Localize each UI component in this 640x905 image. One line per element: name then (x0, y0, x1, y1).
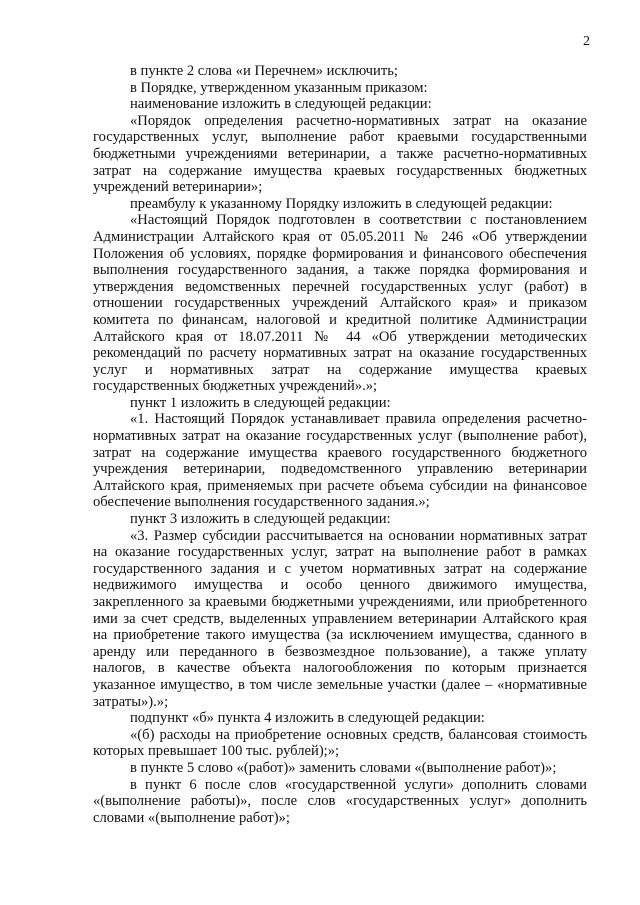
paragraph: наименование изложить в следующей редакции: (130, 96, 432, 113)
paragraph: «(б) расходы на приобретение основных средств, балансовая стоимость которых превышает 100 тыс. рублей);»; (93, 726, 587, 760)
paragraph: подпункт «б» пункта 4 изложить в следующей редакции: (130, 710, 485, 727)
paragraph: в Порядке, утвержденном указанным приказом: (130, 79, 428, 96)
document-body (93, 63, 587, 826)
page-number: 2 (583, 34, 590, 49)
paragraph: пункт 1 изложить в следующей редакции: (130, 394, 391, 411)
paragraph: пункт 3 изложить в следующей редакции: (130, 511, 391, 528)
paragraph: в пункт 6 после слов «государственной услуги» дополнить словами «(выполнение работы)», после слов «государственных услуг» дополнить словами «(выполнение работ)»; (93, 776, 587, 826)
paragraph: «Настоящий Порядок подготовлен в соответствии с постановлением Администрации Алтайского края от 05.05.2011 № 246 «Об утверждении Положения об условиях, порядке формирования и финансового обеспечения выполнения государственного задания, а также порядка формирования и утверждения ведомственных перечней государственных услуг (работ) в отношении государственных учреждений Алтайского края» и приказом комитета по финансам, налоговой и кредитной политике Администрации Алтайского края от 18.07.2011 № 44 «Об утверждении методических рекомендаций по расчету нормативных затрат на оказание государственных услуг и нормативных затрат на содержание имущества краевых государственных бюджетных учреждений».»; (93, 212, 587, 395)
paragraph: в пункте 2 слова «и Перечнем» исключить; (130, 63, 398, 79)
paragraph: «Порядок определения расчетно-нормативных затрат на оказание государственных услуг, выполнение работ краевыми государственными бюджетными учреждениями ветеринарии, а также расчетно-нормативных затрат на содержание имущества краевых государственных бюджетных учреждений ветеринарии»; (93, 112, 587, 196)
paragraph: «1. Настоящий Порядок устанавливает правила определения расчетно-нормативных затрат на оказание государственных услуг (выполнение работ), затрат на содержание имущества краевого государственного бюджетного учреждения ветеринарии, подведомственного управлению ветеринарии Алтайского края, применяемых при расчете объема субсидии на финансовое обеспечение выполнения государственного задания.»; (93, 411, 587, 511)
paragraph: преамбулу к указанному Порядку изложить в следующей редакции: (130, 195, 553, 212)
paragraph: «3. Размер субсидии рассчитывается на основании нормативных затрат на оказание государственных услуг, затрат на выполнение работ в рамках государственного задания и с учетом нормативных затрат на содержание недвижимого имущества и особо ценного движимого имущества, закрепленного за краевыми бюджетными учреждениями, или приобретенного ими за счет средств, выделенных управлением ветеринарии Алтайского края на приобретение такого имущества (за исключением имущества, сданного в аренду или переданного в безвозмездное пользование), а также уплату налогов, в качестве объекта налогообложения по которым признается указанное имущество, в том числе земельные участки (далее – «нормативные затраты»).»; (93, 527, 587, 710)
paragraph: в пункте 5 слово «(работ)» заменить словами «(выполнение работ)»; (130, 759, 557, 776)
